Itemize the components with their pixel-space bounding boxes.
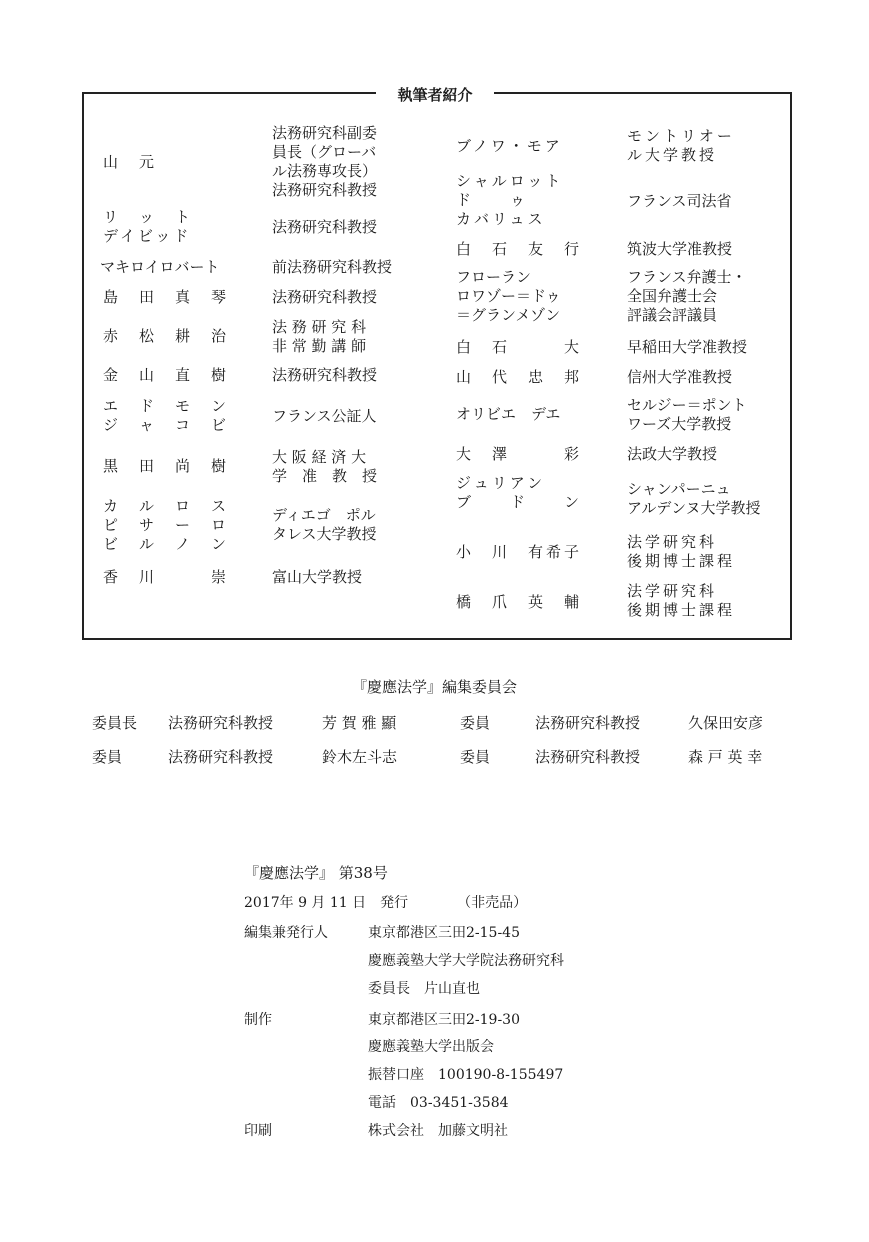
committee-affiliation: 法務研究科教授: [535, 748, 641, 766]
committee-member: 森 戸 英 幸: [688, 748, 763, 766]
author-name: 黒 田 尚 樹: [103, 457, 230, 475]
production-address: 東京都港区三田2-19-30: [368, 1012, 520, 1028]
committee-title: 『慶應法学』編集委員会: [351, 678, 517, 696]
author-name: 赤 松 耕 治: [103, 327, 230, 345]
author-name: 小 川 有希子: [456, 543, 583, 561]
publication-title: 『慶應法学』 第38号: [244, 864, 388, 882]
committee-position: 委員: [460, 748, 491, 766]
committee-affiliation: 法務研究科教授: [168, 748, 274, 766]
author-name: 島 田 真 琴: [103, 288, 230, 306]
committee-position: 委員: [92, 748, 123, 766]
author-name: カ ル ロ ス ピ サ ー ロ ビ ル ノ ン: [103, 497, 230, 553]
editor-address: 東京都港区三田2-15-45: [368, 925, 520, 941]
author-name: オリビエ デエ: [456, 405, 561, 423]
author-role: フランス弁護士・ 全国弁護士会 評議会評議員: [627, 268, 747, 324]
author-name: ブノワ・モア: [456, 137, 563, 155]
author-role: 法務研究科教授: [272, 366, 378, 384]
production-label: 制作: [244, 1012, 272, 1028]
author-name: 大 澤 彩: [456, 445, 583, 463]
production-transfer-account: 振替口座 100190-8-155497: [368, 1067, 564, 1083]
author-role: 富山大学教授: [272, 568, 363, 586]
author-name: 山 元: [103, 153, 158, 171]
author-role: 法務研究科教授: [272, 288, 378, 306]
editor-person: 委員長 片山直也: [368, 981, 480, 997]
committee-affiliation: 法務研究科教授: [168, 714, 274, 732]
author-name: フローラン ロワゾー＝ドゥ ＝グランメゾン: [456, 268, 561, 324]
author-name: ジュリアン ブ ド ン: [456, 474, 583, 511]
committee-position: 委員: [460, 714, 491, 732]
committee-affiliation: 法務研究科教授: [535, 714, 641, 732]
contributors-title: 執筆者紹介: [376, 84, 494, 106]
author-role: モントリオー ル大学教授: [627, 127, 735, 164]
author-role: 法務研究科副委 員長（グローバ ル法務専攻長） 法務研究科教授: [272, 124, 378, 199]
author-role: セルジー＝ポント ワーズ大学教授: [627, 396, 747, 433]
editor-organization: 慶應義塾大学大学院法務研究科: [368, 953, 564, 969]
author-role: 早稲田大学准教授: [627, 338, 748, 356]
author-role: 法学研究科 後期博士課程: [627, 582, 736, 619]
author-name: 白 石 友 行: [456, 240, 583, 258]
publication-date: 2017年 9 月 11 日 発行 （非売品）: [244, 895, 528, 911]
author-name: 橋 爪 英 輔: [456, 593, 583, 611]
author-name: 香 川 崇: [103, 568, 230, 586]
production-phone: 電話 03-3451-3584: [368, 1095, 509, 1111]
author-name: シャルロット ド ゥ カバリュス: [456, 172, 564, 228]
author-role: 信州大学准教授: [627, 368, 733, 386]
editor-label: 編集兼発行人: [244, 925, 328, 941]
author-role: 前法務研究科教授: [272, 258, 393, 276]
author-role: フランス公証人: [272, 407, 377, 425]
author-name: リ ッ ト デイビッド: [103, 208, 194, 245]
production-organization: 慶應義塾大学出版会: [368, 1039, 494, 1055]
author-role: 大 阪 経 済 大 学 准 教 授: [272, 448, 378, 485]
author-role: フランス司法省: [627, 192, 732, 210]
author-role: 法政大学教授: [627, 445, 718, 463]
author-role: シャンパーニュ アルデンヌ大学教授: [627, 480, 761, 517]
author-name: 金 山 直 樹: [103, 366, 230, 384]
committee-position: 委員長: [92, 714, 138, 732]
author-role: 法 務 研 究 科 非 常 勤 講 師: [272, 318, 367, 355]
author-role: 法務研究科教授: [272, 218, 378, 236]
printing-label: 印刷: [244, 1123, 272, 1139]
committee-member: 鈴木左斗志: [322, 748, 398, 766]
author-name: マキロイロバート: [100, 258, 220, 276]
author-name: 山 代 忠 邦: [456, 368, 583, 386]
author-role: 法学研究科 後期博士課程: [627, 533, 736, 570]
author-role: 筑波大学准教授: [627, 240, 733, 258]
committee-member: 久保田安彦: [688, 714, 764, 732]
author-name: 白 石 大: [456, 338, 583, 356]
author-role: ディエゴ ポル タレス大学教授: [272, 506, 377, 543]
committee-member: 芳 賀 雅 顯: [322, 714, 397, 732]
printing-company: 株式会社 加藤文明社: [368, 1123, 508, 1139]
author-name: エ ド モ ン ジ ャ コ ビ: [103, 397, 230, 434]
